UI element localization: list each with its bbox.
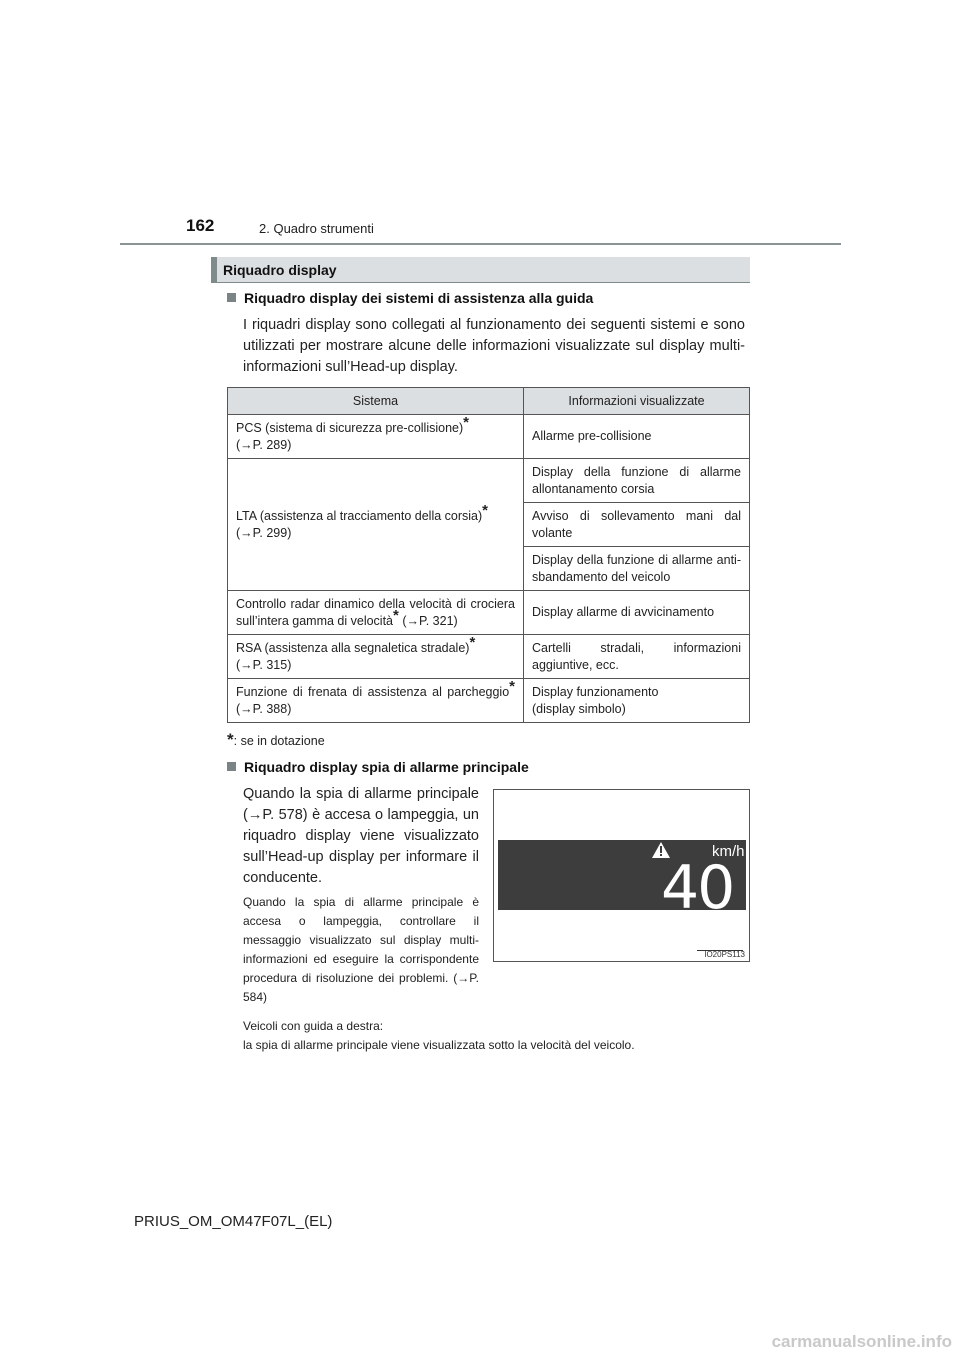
footnote-star: *: [469, 633, 476, 651]
system-name: RSA (assistenza alla segnaletica stradale): [236, 640, 470, 655]
footnote-star: *: [509, 677, 515, 695]
chapter-title: 2. Quadro strumenti: [259, 221, 374, 236]
page-number: 162: [186, 216, 215, 235]
page-reference: (→P. 321): [402, 613, 458, 628]
table-row: [228, 591, 750, 635]
system-cell: [228, 459, 524, 591]
section-title: Riquadro display: [223, 262, 337, 278]
subsection-title: Riquadro display dei sistemi di assistenza alla guida: [244, 290, 594, 306]
hud-screen: [498, 840, 746, 910]
info-cell: Display della funzione di allarme anti-sbandamento del veicolo: [524, 547, 750, 591]
page-reference: (→P. 289): [236, 437, 292, 452]
info-line: Display funzionamento: [532, 684, 659, 699]
column-header-info: Informazioni visualizzate: [524, 388, 750, 415]
info-line: (display simbolo): [532, 701, 626, 716]
table-row: [228, 459, 750, 503]
footnote-star: *: [482, 501, 489, 519]
right-hand-drive-note: [243, 1017, 763, 1055]
subsection-heading-master-warning: [227, 759, 529, 775]
system-name: Controllo radar dinamico della velocità di crociera sull’intera gamma di velocità: [236, 596, 515, 628]
master-warning-note: Quando la spia di allarme principale è accesa o lampeggia, controllare il messaggio visualizzato sul display multi-informazioni ed eseguire la corrispondente procedura di risoluzione dei problemi. (→P. 584): [243, 895, 479, 1004]
info-cell: Avviso di sollevamento mani dal volante: [524, 503, 750, 547]
systems-table: [227, 387, 750, 723]
info-cell: Display allarme di avvicinamento: [524, 591, 750, 635]
hud-illustration: [493, 789, 750, 962]
system-name: PCS (sistema di sicurezza pre-collisione): [236, 420, 464, 435]
column-header-system: Sistema: [228, 388, 524, 415]
subsection-heading-driving-assist: [227, 290, 593, 306]
system-name: Funzione di frenata di assistenza al parcheggio: [236, 684, 510, 699]
master-warning-paragraph: Quando la spia di allarme principale (→P. 578) è accesa o lampeggia, un riquadro display viene visualizzato sull’Head-up display per informare il conducente.: [243, 786, 479, 886]
system-cell: [228, 635, 524, 679]
square-bullet-icon: [227, 762, 236, 771]
watermark: carmanualsonline.info: [771, 1332, 952, 1351]
square-bullet-icon: [227, 293, 236, 302]
table-row: [228, 635, 750, 679]
header-rule: [120, 243, 841, 245]
section-header: [211, 257, 750, 283]
footnote-star: *: [463, 413, 469, 431]
section-underline: [211, 282, 750, 283]
rhd-note-line: Veicoli con guida a destra:: [243, 1019, 384, 1033]
footnote-star: *: [227, 730, 234, 749]
table-header-row: [228, 388, 750, 415]
info-cell: Allarme pre-collisione: [524, 415, 750, 459]
intro-paragraph: I riquadri display sono collegati al funzionamento dei seguenti sistemi e sono utilizzati per mostrare alcune delle informazioni visualizzate sul display multi-informazioni sull’Head-up display.: [243, 317, 745, 375]
subsection-title: Riquadro display spia di allarme principale: [244, 759, 529, 775]
system-cell: [228, 591, 524, 635]
speed-value: 40: [661, 853, 734, 910]
table-footnote: [227, 730, 325, 750]
system-cell: [228, 679, 524, 723]
rhd-note-line: la spia di allarme principale viene visualizzata sotto la velocità del veicolo.: [243, 1038, 635, 1052]
document-code: PRIUS_OM_OM47F07L_(EL): [134, 1213, 333, 1230]
footnote-star: *: [393, 606, 399, 624]
system-cell: [228, 415, 524, 459]
page-reference: (→P. 299): [236, 525, 292, 540]
hud-graphic: [498, 840, 746, 910]
footnote-text: : se in dotazione: [233, 734, 325, 748]
figure-code: IO20PS113: [704, 950, 745, 959]
page-reference: (→P. 388): [236, 701, 292, 716]
page-reference: (→P. 315): [236, 657, 292, 672]
info-cell: Cartelli stradali, informazioni aggiuntive, ecc.: [524, 635, 750, 679]
table-row: [228, 679, 750, 723]
info-cell: Display della funzione di allarme allontanamento corsia: [524, 459, 750, 503]
section-accent: [211, 257, 217, 283]
info-cell: [524, 679, 750, 723]
table-row: [228, 415, 750, 459]
speed-unit: km/h: [712, 843, 745, 860]
system-name: LTA (assistenza al tracciamento della corsia): [236, 508, 483, 523]
